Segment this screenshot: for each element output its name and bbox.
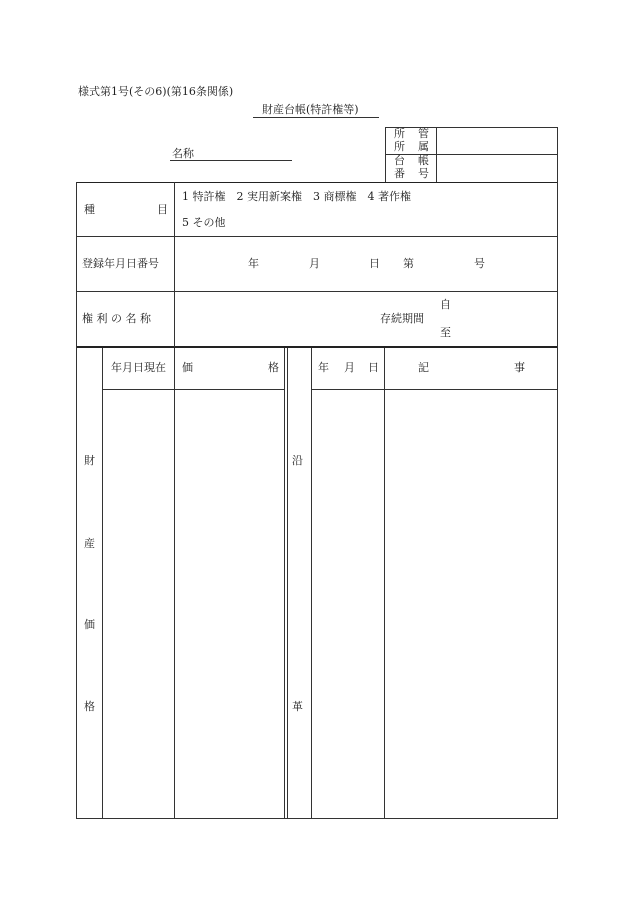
- history-side-char-2: 革: [292, 700, 303, 713]
- jurisdiction-label-2: 所 属: [394, 140, 430, 153]
- main-bottom-border: [76, 818, 558, 819]
- main-top-border: [76, 182, 558, 183]
- right-name-field[interactable]: [176, 295, 376, 343]
- small-table-left: [385, 127, 386, 182]
- small-table-right: [557, 127, 558, 182]
- registration-no-prefix: 第: [403, 257, 414, 270]
- value-side-char-3: 価: [84, 618, 95, 631]
- value-date-header: 年月日現在: [111, 361, 166, 374]
- name-field[interactable]: [200, 146, 290, 160]
- history-side-char-1: 沿: [292, 454, 303, 467]
- right-name-label: 権 利 の 名 称: [82, 312, 151, 325]
- duration-from: 自: [440, 298, 451, 311]
- jurisdiction-label-1: 所 管: [394, 127, 430, 140]
- value-date-entries[interactable]: [103, 390, 174, 817]
- registration-year: 年: [248, 257, 259, 270]
- main-left-border: [76, 182, 77, 819]
- label-column-divider: [174, 182, 175, 347]
- duration-to: 至: [440, 326, 451, 339]
- duration-label: 存続期間: [380, 312, 424, 325]
- price-header-2: 格: [268, 361, 279, 374]
- row-line-1: [76, 236, 558, 237]
- record-header-2: 事: [514, 361, 525, 374]
- value-side-char-1: 財: [84, 454, 95, 467]
- history-date-day: 日: [368, 361, 379, 374]
- value-side-char-4: 格: [84, 700, 95, 713]
- category-options-line1[interactable]: 1 特許権 2 実用新案権 3 商標権 4 著作権: [182, 190, 411, 203]
- registration-label: 登録年月日番号: [82, 257, 159, 270]
- title-underline: [253, 117, 379, 118]
- row-line-3: [76, 346, 558, 348]
- price-header-1: 価: [182, 361, 193, 374]
- category-options-line2[interactable]: 5 その他: [182, 216, 226, 229]
- name-label: 名称: [172, 147, 194, 160]
- ledger-label-1: 台 帳: [394, 154, 430, 167]
- history-date-entries[interactable]: [312, 390, 384, 817]
- value-side-char-2: 産: [84, 537, 95, 550]
- jurisdiction-field[interactable]: [437, 128, 557, 154]
- category-label-1: 種: [84, 203, 95, 216]
- form-title: 財産台帳(特許権等): [262, 103, 359, 116]
- section-divider-b: [287, 348, 288, 818]
- name-underline: [170, 160, 292, 161]
- registration-month: 月: [309, 257, 320, 270]
- ledger-number-field[interactable]: [437, 155, 557, 181]
- price-entries[interactable]: [175, 390, 284, 817]
- row-line-2: [76, 291, 558, 292]
- main-right-border: [557, 182, 558, 819]
- record-header-1: 記: [418, 361, 429, 374]
- registration-day: 日: [369, 257, 380, 270]
- category-label-2: 目: [157, 203, 168, 216]
- form-number: 様式第1号(その6)(第16条関係): [78, 85, 234, 98]
- section-divider-a: [284, 348, 285, 818]
- history-date-month: 月: [344, 361, 355, 374]
- record-entries[interactable]: [385, 390, 557, 817]
- registration-no-suffix: 号: [474, 257, 485, 270]
- ledger-label-2: 番 号: [394, 167, 430, 180]
- history-date-year: 年: [318, 361, 329, 374]
